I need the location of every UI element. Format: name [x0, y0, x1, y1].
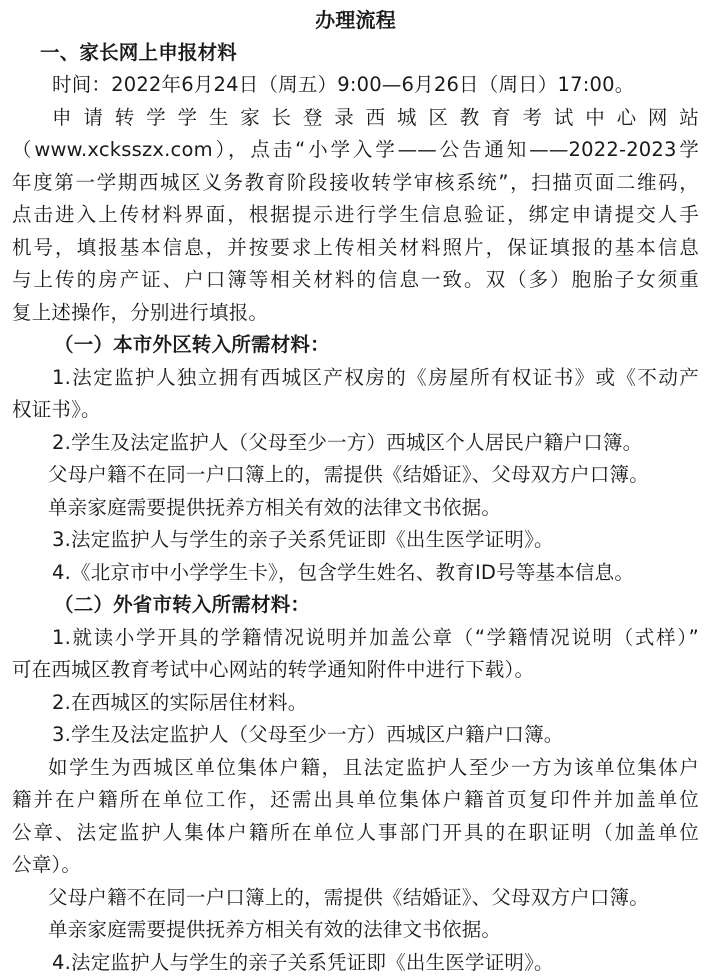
intro-line: 与上传的房产证、户口簿等相关材料的信息一致。双（多）胞胎子女须重	[12, 264, 699, 297]
subsection-heading-local-transfer: （一）本市外区转入所需材料：	[12, 329, 699, 362]
intro-line: 点击进入上传材料界面，根据提示进行学生信息验证，绑定申请提交人手	[12, 199, 699, 232]
material-item: 可在西城区教育考试中心网站的转学通知附件中进行下载）。	[12, 654, 699, 687]
material-item: 父母户籍不在同一户口簿上的，需提供《结婚证》、父母双方户口簿。	[12, 459, 699, 492]
material-item: 父母户籍不在同一户口簿上的，需提供《结婚证》、父母双方户口簿。	[12, 882, 699, 915]
material-item: 如学生为西城区单位集体户籍，且法定监护人至少一方为该单位集体户	[12, 752, 699, 785]
section-heading-online-application: 一、家长网上申报材料	[12, 37, 699, 70]
intro-line: 年度第一学期西城区义务教育阶段接收转学审核系统”，扫描页面二维码，	[12, 167, 699, 200]
document-title: 办理流程	[12, 4, 699, 37]
time-line: 时间：2022年6月24日（周五）9:00—6月26日（周日）17:00。	[12, 69, 699, 102]
material-item: 1.法定监护人独立拥有西城区产权房的《房屋所有权证书》或《不动产	[12, 362, 699, 395]
intro-line: 机号，填报基本信息，并按要求上传相关材料照片，保证填报的基本信息	[12, 232, 699, 265]
material-item: 3.法定监护人与学生的亲子关系凭证即《出生医学证明》。	[12, 524, 699, 557]
intro-line: 申请转学学生家长登录西城区教育考试中心网站	[12, 102, 699, 135]
material-item: 1.就读小学开具的学籍情况说明并加盖公章（“学籍情况说明（式样）”	[12, 622, 699, 655]
material-item: 2.在西城区的实际居住材料。	[12, 687, 699, 720]
material-item: 公章、法定监护人集体户籍所在单位人事部门开具的在职证明（加盖单位	[12, 817, 699, 850]
material-item: 单亲家庭需要提供抚养方相关有效的法律文书依据。	[12, 492, 699, 525]
intro-line: 复上述操作，分别进行填报。	[12, 297, 699, 330]
material-item: 2.学生及法定监护人（父母至少一方）西城区个人居民户籍户口簿。	[12, 427, 699, 460]
material-item: 籍并在户籍所在单位工作，还需出具单位集体户籍首页复印件并加盖单位	[12, 784, 699, 817]
material-item: 公章）。	[12, 849, 699, 882]
material-item: 4.《北京市中小学学生卡》，包含学生姓名、教育ID号等基本信息。	[12, 557, 699, 590]
material-item: 权证书》。	[12, 394, 699, 427]
material-item: 4.法定监护人与学生的亲子关系凭证即《出生医学证明》。	[12, 947, 699, 979]
material-item: 单亲家庭需要提供抚养方相关有效的法律文书依据。	[12, 914, 699, 947]
subsection-heading-other-province-transfer: （二）外省市转入所需材料：	[12, 589, 699, 622]
intro-line: （www.xcksszx.com），点击“小学入学——公告通知——2022-2023学	[12, 134, 699, 167]
material-item: 3.学生及法定监护人（父母至少一方）西城区户籍户口簿。	[12, 719, 699, 752]
